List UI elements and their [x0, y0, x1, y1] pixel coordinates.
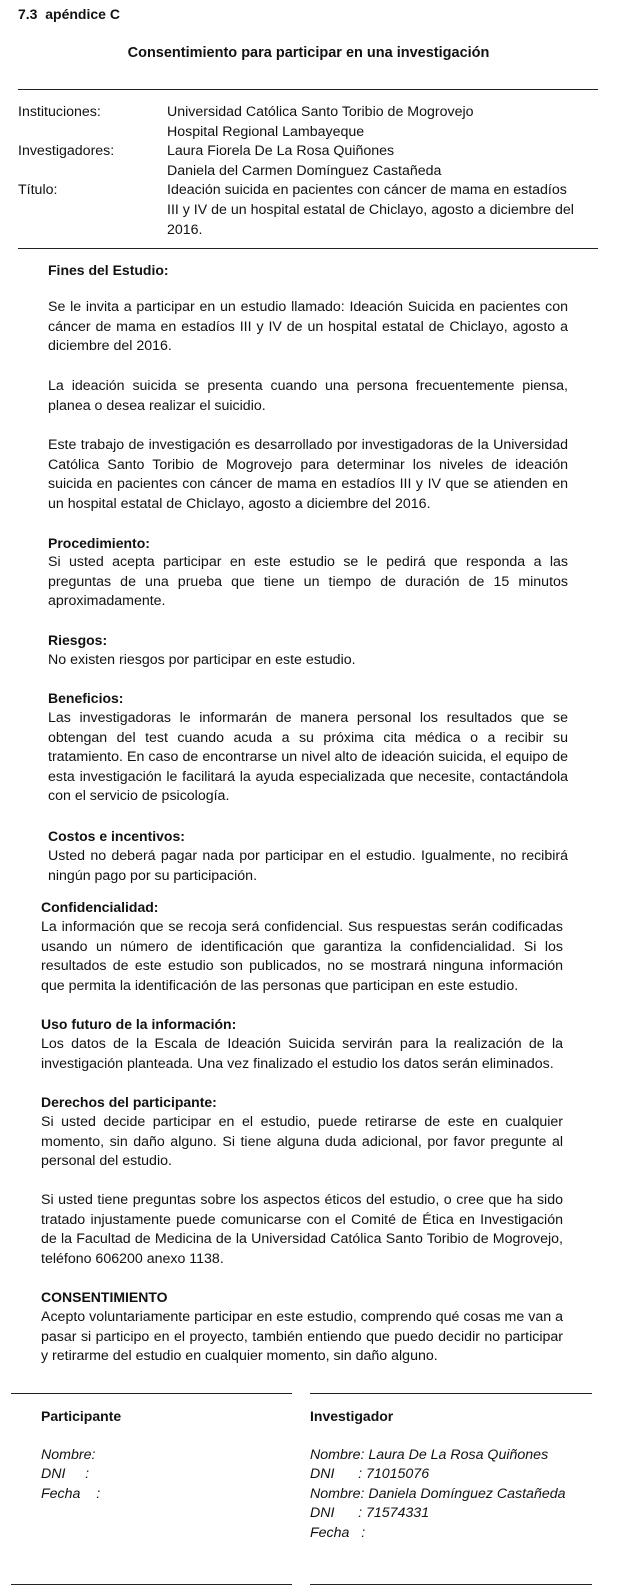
investigador-bottom-rule	[310, 1584, 592, 1585]
participante-fecha: Fecha :	[41, 1486, 101, 1502]
meta-label-investigadores: Investigadores:	[18, 143, 115, 159]
uso-futuro-heading: Uso futuro de la información:	[41, 1016, 237, 1032]
participante-nombre: Nombre:	[41, 1447, 96, 1463]
consentimiento-heading: CONSENTIMIENTO	[41, 1289, 168, 1305]
meta-value-titulo-2: III y IV de un hospital estatal de Chiclayo, agosto a diciembre del	[167, 202, 574, 218]
uso-futuro-text: Los datos de la Escala de Ideación Suicida servirán para la realización de la investigación planteada. Una vez finalizado el estudio los datos serán eliminados.	[41, 1036, 563, 1072]
participante-dni: DNI :	[41, 1466, 90, 1482]
participante-heading: Participante	[41, 1408, 122, 1424]
meta-bottom-rule	[18, 248, 598, 249]
investigador-dni-1: DNI : 71015076	[310, 1466, 430, 1482]
confidencialidad-text: La información que se recoja será confidencial. Sus respuestas serán codificadas usando un número de identificación que garantiza la confidencialidad. Si los resultados de este estudio son publicados, no se mostrará ninguna información que permita la identificación de las personas que participan en este estudio.	[41, 919, 563, 994]
section-number: 7.3	[18, 6, 38, 22]
fines-paragraph-1: Se le invita a participar en un estudio llamado: Ideación Suicida en pacientes con cáncer de mama en estadíos III y IV de un hospital estatal de Chiclayo, agosto a diciembre del 2016.	[48, 299, 568, 355]
fines-paragraph-3: Este trabajo de investigación es desarrollado por investigadoras de la Universidad Católica Santo Toribio de Mogrovejo para determinar los niveles de ideación suicida en pacientes con cáncer de mama en estadíos III y IV que se atienden en un hospital estatal de Chiclayo, agosto a diciembre del 2016.	[48, 437, 568, 512]
consentimiento-text: Acepto voluntariamente participar en este estudio, comprendo qué cosas me van a pasar si participo en el proyecto, también entiendo que puedo decidir no participar y retirarme del estudio en cualquier momento, sin daño alguno.	[41, 1309, 563, 1365]
derechos-text-2: Si usted tiene preguntas sobre los aspectos éticos del estudio, o cree que ha sido tratado injustamente puede comunicarse con el Comité de Ética en Investigación de la Facultad de Medicina de la Universidad Católica Santo Toribio de Mogrovejo, teléfono 606200 anexo 1138.	[41, 1192, 563, 1267]
participante-bottom-rule	[11, 1584, 292, 1585]
costos-text: Usted no deberá pagar nada por participar en el estudio. Igualmente, no recibirá ningún pago por su participación.	[48, 848, 568, 884]
investigador-nombre-1: Nombre: Laura De La Rosa Quiñones	[310, 1447, 549, 1463]
investigador-heading: Investigador	[310, 1408, 394, 1424]
confidencialidad-heading: Confidencialidad:	[41, 899, 159, 915]
meta-label-instituciones: Instituciones:	[18, 104, 101, 120]
investigador-fecha: Fecha :	[310, 1525, 366, 1541]
riesgos-text: No existen riesgos por participar en este estudio.	[48, 652, 356, 668]
section-heading	[18, 6, 120, 22]
riesgos-heading: Riesgos:	[48, 632, 108, 648]
meta-value-investigador-2: Daniela del Carmen Domínguez Castañeda	[167, 163, 442, 179]
procedimiento-heading: Procedimiento:	[48, 535, 150, 551]
investigador-dni-2: DNI : 71574331	[310, 1505, 430, 1521]
derechos-heading: Derechos del participante:	[41, 1094, 217, 1110]
investigador-nombre-2: Nombre: Daniela Domínguez Castañeda	[310, 1486, 566, 1502]
fines-paragraph-2: La ideación suicida se presenta cuando una persona frecuentemente piensa, planea o desea realizar el suicidio.	[48, 378, 568, 414]
derechos-text: Si usted decide participar en el estudio, puede retirarse de este en cualquier momento, sin daño alguno. Si tiene alguna duda adicional, por favor pregunte al personal del estudio.	[41, 1114, 563, 1170]
fines-heading: Fines del Estudio:	[48, 262, 169, 278]
section-name: apéndice C	[45, 6, 120, 22]
procedimiento-text: Si usted acepta participar en este estudio se le pedirá que responda a las preguntas de una prueba que tiene un tiempo de duración de 15 minutos aproximadamente.	[48, 554, 568, 610]
participante-top-rule	[11, 1393, 292, 1394]
top-rule	[18, 89, 598, 90]
meta-label-titulo: Título:	[18, 182, 58, 198]
beneficios-heading: Beneficios:	[48, 690, 124, 706]
meta-value-titulo-1: Ideación suicida en pacientes con cáncer de mama en estadíos	[167, 182, 567, 198]
costos-heading: Costos e incentivos:	[48, 828, 185, 844]
beneficios-text: Las investigadoras le informarán de manera personal los resultados que se obtengan del test cuando acuda a su próxima cita médica o a recibir su tratamiento. En caso de encontrarse un nivel alto de ideación suicida, el equipo de esta investigación le facilitará la ayuda especializada que necesite, contactándola con el servicio de psicología.	[48, 710, 568, 805]
meta-value-institucion-2: Hospital Regional Lambayeque	[167, 124, 365, 140]
meta-value-titulo-3: 2016.	[167, 222, 203, 238]
meta-value-investigador-1: Laura Fiorela De La Rosa Quiñones	[167, 143, 395, 159]
document-title: Consentimiento para participar en una investigación	[127, 45, 490, 61]
investigador-top-rule	[310, 1393, 592, 1394]
meta-value-institucion-1: Universidad Católica Santo Toribio de Mogrovejo	[167, 104, 474, 120]
